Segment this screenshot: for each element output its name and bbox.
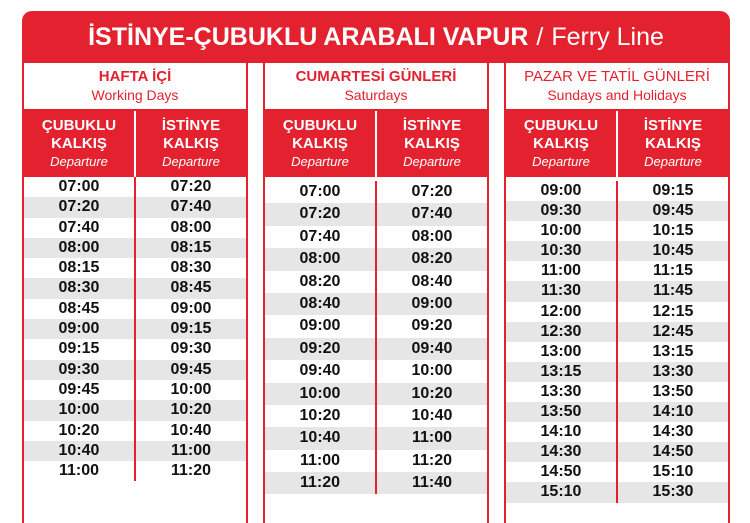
table-row: [265, 181, 487, 203]
table-row: [24, 197, 246, 217]
table-row: [265, 383, 487, 405]
table-row: [506, 201, 728, 221]
cubuklu-departure-time: 13:30: [540, 382, 582, 400]
istinye-departure-time: 15:10: [616, 462, 728, 482]
col-header-line: İSTİNYE: [161, 117, 221, 134]
cubuklu-departure-time: 09:20: [299, 339, 341, 357]
panel-title-en: Saturdays: [344, 87, 408, 103]
cubuklu-departure-time: 12:30: [540, 322, 582, 340]
cubuklu-departure-time: 11:20: [299, 474, 341, 492]
cubuklu-departure-time: 10:00: [299, 384, 341, 402]
col-header-line: Departure: [403, 154, 461, 169]
istinye-departure-time: 08:00: [375, 226, 487, 248]
col-header-istinye: [375, 111, 487, 177]
table-row: [506, 482, 728, 502]
table-row: [265, 203, 487, 225]
table-row: [24, 278, 246, 298]
cubuklu-departure-time: 11:30: [540, 282, 582, 300]
cubuklu-departure-time: 10:30: [540, 242, 582, 260]
table-row: [24, 258, 246, 278]
istinye-departure-time: 07:20: [134, 177, 246, 197]
cubuklu-departure-time: 13:15: [540, 362, 582, 380]
istinye-departure-time: 11:00: [375, 427, 487, 449]
istinye-departure-time: 09:20: [375, 315, 487, 337]
cubuklu-departure-time: 14:10: [540, 423, 582, 441]
table-row: [265, 315, 487, 337]
col-header-line: KALKIŞ: [645, 135, 701, 152]
panel-title-tr: HAFTA İÇİ: [98, 68, 172, 85]
cubuklu-departure-time: 14:30: [540, 443, 582, 461]
cubuklu-departure-time: 15:10: [540, 483, 582, 501]
cubuklu-departure-time: 10:20: [58, 421, 100, 439]
istinye-departure-time: 12:45: [616, 322, 728, 342]
table-row: [24, 400, 246, 420]
cubuklu-departure-time: 09:30: [540, 202, 582, 220]
table-row: [265, 248, 487, 270]
cubuklu-departure-time: 14:50: [540, 463, 582, 481]
istinye-departure-time: 10:00: [134, 380, 246, 400]
col-header-line: KALKIŞ: [163, 135, 219, 152]
col-header-cubuklu: [506, 111, 616, 177]
istinye-departure-time: 08:45: [134, 278, 246, 298]
cubuklu-departure-time: 09:00: [299, 317, 341, 335]
cubuklu-departure-time: 07:20: [299, 205, 341, 223]
table-row: [24, 421, 246, 441]
table-row: [506, 281, 728, 301]
istinye-departure-time: 11:20: [134, 461, 246, 481]
col-header-line: KALKIŞ: [404, 135, 460, 152]
table-row: [24, 380, 246, 400]
cubuklu-departure-time: 08:40: [299, 294, 341, 312]
istinye-departure-time: 13:30: [616, 362, 728, 382]
istinye-departure-time: 13:50: [616, 382, 728, 402]
table-row: [24, 319, 246, 339]
col-header-line: KALKIŞ: [292, 135, 348, 152]
istinye-departure-time: 09:40: [375, 338, 487, 360]
panel-saturdays: [263, 63, 489, 523]
istinye-departure-time: 10:40: [375, 405, 487, 427]
istinye-departure-time: 12:15: [616, 302, 728, 322]
istinye-departure-time: 11:00: [134, 441, 246, 461]
istinye-departure-time: 14:50: [616, 442, 728, 462]
cubuklu-departure-time: 07:00: [58, 178, 100, 195]
istinye-departure-time: 08:00: [134, 218, 246, 238]
col-header-istinye: [616, 111, 728, 177]
table-row: [265, 293, 487, 315]
table-row: [506, 442, 728, 462]
cubuklu-departure-time: 10:00: [540, 222, 582, 240]
istinye-departure-time: 08:30: [134, 258, 246, 278]
column-headers: [265, 111, 487, 177]
table-row: [24, 299, 246, 319]
cubuklu-departure-time: 07:40: [58, 218, 100, 236]
column-headers: [506, 111, 728, 177]
col-header-line: KALKIŞ: [533, 135, 589, 152]
istinye-departure-time: 11:20: [375, 450, 487, 472]
timetable-rows: [24, 177, 246, 481]
col-header-line: KALKIŞ: [51, 135, 107, 152]
cubuklu-departure-time: 12:00: [540, 302, 582, 320]
cubuklu-departure-time: 08:45: [58, 299, 100, 317]
cubuklu-departure-time: 13:50: [540, 403, 582, 421]
cubuklu-departure-time: 08:15: [58, 259, 100, 277]
table-row: [24, 339, 246, 359]
table-row: [506, 181, 728, 201]
istinye-departure-time: 09:30: [134, 339, 246, 359]
panel-title-en: Sundays and Holidays: [547, 87, 687, 103]
istinye-departure-time: 11:40: [375, 472, 487, 494]
table-row: [24, 461, 246, 481]
panel-title: [506, 63, 728, 111]
istinye-departure-time: 09:15: [616, 181, 728, 201]
istinye-departure-time: 09:15: [134, 319, 246, 339]
col-header-line: Departure: [162, 154, 220, 169]
istinye-departure-time: 10:45: [616, 241, 728, 261]
cubuklu-departure-time: 11:00: [58, 462, 100, 480]
table-row: [265, 405, 487, 427]
istinye-departure-time: 09:45: [616, 201, 728, 221]
cubuklu-departure-time: 10:20: [299, 406, 341, 424]
istinye-departure-time: 09:00: [375, 293, 487, 315]
cubuklu-departure-time: 11:00: [540, 262, 582, 280]
table-row: [24, 177, 246, 197]
istinye-departure-time: 10:20: [134, 400, 246, 420]
table-row: [506, 302, 728, 322]
cubuklu-departure-time: 10:40: [299, 429, 341, 447]
schedule-banner: [22, 11, 730, 63]
table-row: [265, 472, 487, 494]
cubuklu-departure-time: 13:00: [540, 342, 582, 360]
cubuklu-departure-time: 09:40: [299, 362, 341, 380]
istinye-departure-time: 07:40: [375, 203, 487, 225]
table-row: [24, 238, 246, 258]
table-row: [506, 382, 728, 402]
col-header-line: Departure: [644, 154, 702, 169]
column-headers: [24, 111, 246, 177]
col-header-line: Departure: [291, 154, 349, 169]
istinye-departure-time: 10:40: [134, 421, 246, 441]
col-header-line: Departure: [50, 154, 108, 169]
table-row: [24, 360, 246, 380]
col-header-istinye: [134, 111, 246, 177]
cubuklu-departure-time: 09:00: [58, 320, 100, 338]
cubuklu-departure-time: 10:40: [58, 441, 100, 459]
table-row: [506, 322, 728, 342]
istinye-departure-time: 11:45: [616, 281, 728, 301]
cubuklu-departure-time: 11:00: [299, 451, 341, 469]
istinye-departure-time: 09:45: [134, 360, 246, 380]
cubuklu-departure-time: 07:20: [58, 198, 100, 216]
cubuklu-departure-time: 07:40: [299, 227, 341, 245]
istinye-departure-time: 09:00: [134, 299, 246, 319]
table-row: [265, 271, 487, 293]
panel-working-days: [22, 63, 248, 523]
col-header-cubuklu: [24, 111, 134, 177]
panel-title: [265, 63, 487, 111]
cubuklu-departure-time: 08:00: [58, 238, 100, 256]
cubuklu-departure-time: 07:00: [299, 183, 341, 200]
table-row: [265, 450, 487, 472]
col-header-line: İSTİNYE: [402, 117, 462, 134]
col-header-line: ÇUBUKLU: [523, 117, 599, 134]
istinye-departure-time: 08:20: [375, 248, 487, 270]
istinye-departure-time: 14:30: [616, 422, 728, 442]
cubuklu-departure-time: 08:30: [58, 279, 100, 297]
table-row: [265, 360, 487, 382]
panel-sundays-holidays: [504, 63, 730, 523]
table-row: [506, 241, 728, 261]
table-row: [506, 221, 728, 241]
table-row: [506, 342, 728, 362]
cubuklu-departure-time: 09:15: [58, 340, 100, 358]
col-header-line: ÇUBUKLU: [282, 117, 358, 134]
banner-title: İSTİNYE-ÇUBUKLU ARABALI VAPUR: [88, 22, 529, 51]
table-row: [24, 218, 246, 238]
panel-title-tr: CUMARTESİ GÜNLERİ: [295, 68, 457, 85]
istinye-departure-time: 08:15: [134, 238, 246, 258]
timetable-rows: [265, 181, 487, 494]
cubuklu-departure-time: 10:00: [58, 401, 100, 419]
table-row: [24, 441, 246, 461]
cubuklu-departure-time: 09:30: [58, 360, 100, 378]
col-header-line: ÇUBUKLU: [41, 117, 117, 134]
table-row: [506, 402, 728, 422]
table-row: [265, 427, 487, 449]
istinye-departure-time: 11:15: [616, 261, 728, 281]
col-header-line: Departure: [532, 154, 590, 169]
panel-title-tr: PAZAR VE TATİL GÜNLERİ: [524, 68, 710, 85]
col-header-line: İSTİNYE: [643, 117, 703, 134]
istinye-departure-time: 07:40: [134, 197, 246, 217]
cubuklu-departure-time: 08:20: [299, 272, 341, 290]
istinye-departure-time: 15:30: [616, 482, 728, 502]
table-row: [265, 226, 487, 248]
istinye-departure-time: 10:15: [616, 221, 728, 241]
table-row: [265, 338, 487, 360]
istinye-departure-time: 14:10: [616, 402, 728, 422]
istinye-departure-time: 10:20: [375, 383, 487, 405]
cubuklu-departure-time: 09:45: [58, 380, 100, 398]
cubuklu-departure-time: 08:00: [299, 250, 341, 268]
istinye-departure-time: 07:20: [375, 181, 487, 203]
panel-title: [24, 63, 246, 111]
table-row: [506, 261, 728, 281]
banner-subtitle: Ferry Line: [551, 22, 664, 51]
istinye-departure-time: 08:40: [375, 271, 487, 293]
cubuklu-departure-time: 09:00: [540, 182, 582, 199]
banner-separator: /: [536, 22, 544, 51]
panel-title-en: Working Days: [91, 87, 179, 103]
table-row: [506, 462, 728, 482]
istinye-departure-time: 13:15: [616, 342, 728, 362]
table-row: [506, 362, 728, 382]
timetable-rows: [506, 181, 728, 503]
table-row: [506, 422, 728, 442]
istinye-departure-time: 10:00: [375, 360, 487, 382]
col-header-cubuklu: [265, 111, 375, 177]
